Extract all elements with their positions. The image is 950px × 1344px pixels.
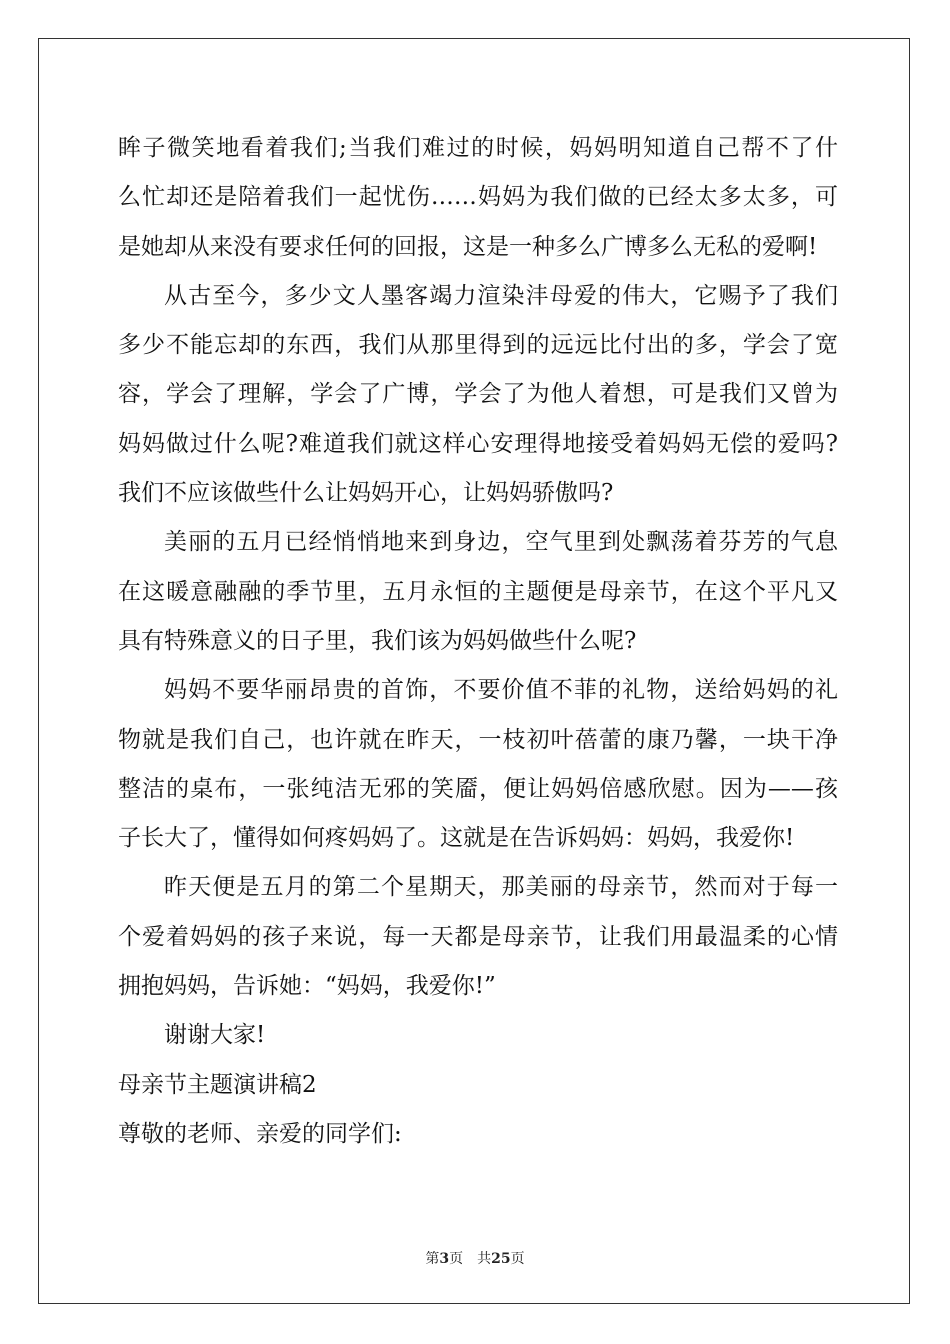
- text-line: 个爱着妈妈的孩子来说，每一天都是母亲节，让我们用最温柔的心情: [118, 923, 838, 950]
- text-line: 在这暖意融融的季节里，五月永恒的主题便是母亲节，在这个平凡又: [118, 578, 838, 605]
- page-prefix: 第: [425, 1251, 440, 1267]
- total-prefix: 共: [477, 1251, 492, 1267]
- paragraph-4: [118, 666, 838, 863]
- text-line: 拥抱妈妈，告诉她：“妈妈，我爱你!”: [118, 973, 496, 1000]
- total-pages: 25: [491, 1251, 511, 1267]
- text-line: 从古至今，多少文人墨客竭力渲染沣母爱的伟大，它赐予了我们: [164, 282, 838, 309]
- salutation: 尊敬的老师、亲爱的同学们:: [118, 1120, 402, 1147]
- text-line: 我们不应该做些什么让妈妈开心，让妈妈骄傲吗?: [118, 480, 614, 507]
- text-line: 眸子微笑地看着我们;当我们难过的时候，妈妈明知道自己帮不了什: [118, 135, 838, 161]
- total-suffix: 页: [510, 1251, 525, 1267]
- paragraph-1: [118, 124, 838, 272]
- text-line: 子长大了，懂得如何疼妈妈了。这就是在告诉妈妈：妈妈，我爱你!: [118, 825, 795, 852]
- text-line: 多少不能忘却的东西，我们从那里得到的远远比付出的多，学会了宽: [118, 332, 838, 359]
- text-line: 具有特殊意义的日子里，我们该为妈妈做些什么呢?: [118, 627, 637, 654]
- text-line: 么忙却还是陪着我们一起忧伤……妈妈为我们做的已经太多太多，可: [118, 184, 838, 211]
- paragraph-3: [118, 518, 838, 666]
- page-footer: [0, 1248, 950, 1268]
- page-suffix: 页: [449, 1251, 464, 1267]
- paragraph-2: [118, 272, 838, 518]
- text-line: 是她却从来没有要求任何的回报，这是一种多么广博多么无私的爱啊!: [118, 233, 818, 260]
- page-number: 3: [439, 1251, 450, 1267]
- text-line: 物就是我们自己，也许就在昨天，一枝初叶蓓蕾的康乃馨，一块干净: [118, 726, 838, 753]
- paragraph-5: [118, 863, 838, 1011]
- text-line: 容，学会了理解，学会了广博，学会了为他人着想，可是我们又曾为: [118, 381, 838, 408]
- closing-line: 谢谢大家!: [164, 1022, 266, 1049]
- text-line: 妈妈做过什么呢?难道我们就这样心安理得地接受着妈妈无偿的爱吗?: [118, 430, 838, 457]
- text-line: 妈妈不要华丽昂贵的首饰，不要价值不菲的礼物，送给妈妈的礼: [164, 677, 838, 704]
- text-line: 整洁的桌布，一张纯洁无邪的笑靥，便让妈妈倍感欣慰。因为——孩: [118, 775, 838, 802]
- text-line: 美丽的五月已经悄悄地来到身边，空气里到处飘荡着芬芳的气息: [164, 529, 838, 556]
- section-title: 母亲节主题演讲稿2: [118, 1071, 317, 1098]
- text-line: 昨天便是五月的第二个星期天，那美丽的母亲节，然而对于每一: [164, 874, 838, 901]
- document-body: [118, 124, 838, 1159]
